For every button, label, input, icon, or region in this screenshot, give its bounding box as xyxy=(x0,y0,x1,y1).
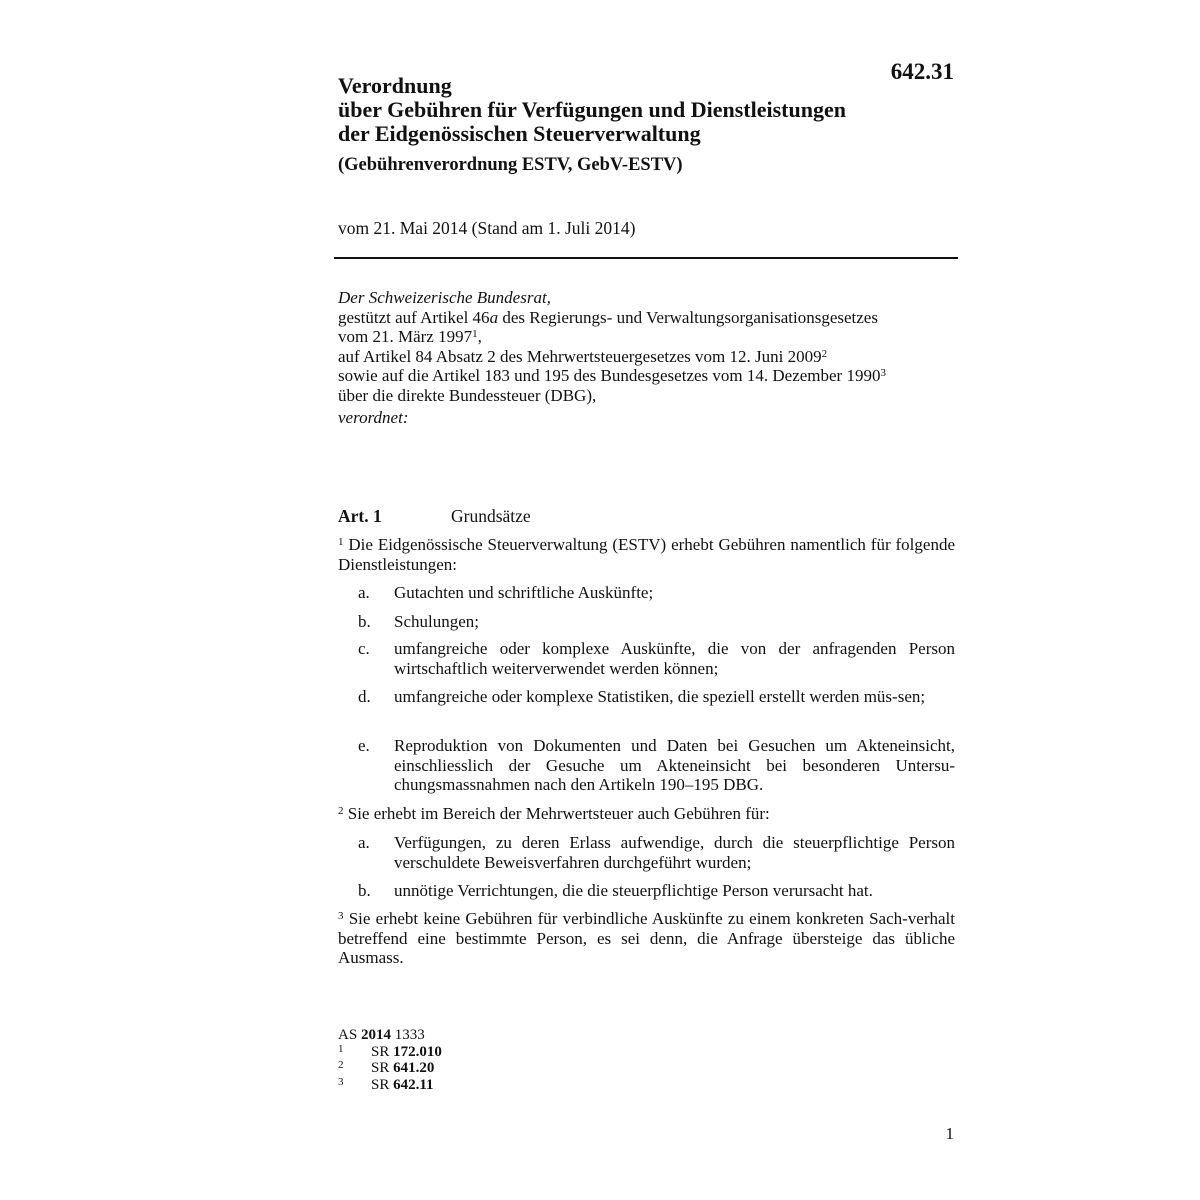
as-prefix: AS xyxy=(338,1027,361,1043)
list-letter: c. xyxy=(358,639,370,658)
header-divider xyxy=(334,257,958,259)
as-page: 1333 xyxy=(390,1027,425,1043)
footnote-item: 2 SR 641.20 xyxy=(338,1059,435,1076)
footnotes xyxy=(338,1027,442,1093)
paragraph-text: Sie erhebt im Bereich der Mehrwertsteuer auch Gebühren für: xyxy=(343,804,770,823)
paragraph-mark: 3 xyxy=(338,910,344,922)
list-text: umfangreiche oder komplexe Statistiken, die speziell erstellt werden müs-sen; xyxy=(394,687,926,706)
article-paragraph-3 xyxy=(338,909,955,968)
basis-text: , xyxy=(477,327,482,346)
preamble-basis-line-2 xyxy=(338,327,958,347)
article-paragraph-1 xyxy=(338,535,955,574)
footnote-prefix: SR xyxy=(371,1043,394,1060)
list-text: Schulungen; xyxy=(394,612,479,631)
paragraph-mark: 1 xyxy=(338,536,344,548)
basis-text: auf Artikel 84 Absatz 2 des Mehrwertsteuergesetzes vom 12. Juni 2009 xyxy=(338,346,822,366)
preamble-decree: verordnet: xyxy=(338,408,409,427)
list-letter: b. xyxy=(358,881,371,900)
paragraph-text: Die Eidgenössische Steuerverwaltung (ESTV) erhebt Gebühren namentlich für folgende Dienstleistungen: xyxy=(338,535,955,574)
list-text: Verfügungen, zu deren Erlass aufwendige, durch die steuerpflichtige Person verschuldete Beweisverfahren durchgeführt wurden; xyxy=(394,833,955,872)
footnote-item: 3 SR 642.11 xyxy=(338,1075,434,1093)
basis-text: vom 21. März 1997 xyxy=(338,327,473,346)
footnote-item: 1 SR 172.010 xyxy=(338,1042,442,1060)
footnote-sr-link[interactable]: 641.20 xyxy=(393,1060,435,1076)
footnote-ref-3[interactable]: 3 xyxy=(880,367,886,379)
footnote-ref-2[interactable]: 2 xyxy=(821,347,828,360)
footnote-sr-link[interactable]: 172.010 xyxy=(393,1043,442,1060)
short-title: (Gebührenverordnung ESTV, GebV-ESTV) xyxy=(338,155,683,175)
footnote-prefix: SR xyxy=(371,1076,394,1093)
list-text: umfangreiche oder komplexe Auskünfte, die von der anfragenden Person wirtschaftlich weiterverwendet werden können; xyxy=(394,639,955,678)
preamble-basis-line-1 xyxy=(338,308,958,328)
article-number: Art. 1 xyxy=(338,506,382,526)
basis-text: des Regierungs- und Verwaltungsorganisationsgesetzes xyxy=(498,307,878,327)
page-number: 1 xyxy=(945,1124,954,1143)
page-title xyxy=(338,74,938,146)
title-line-1: Verordnung xyxy=(338,73,452,98)
list-letter: a. xyxy=(358,583,370,602)
footnote-sr-link[interactable]: 642.11 xyxy=(393,1076,434,1093)
basis-text: sowie auf die Artikel 183 und 195 des Bundesgesetzes vom 14. Dezember 1990 xyxy=(338,366,881,385)
basis-text: gestützt auf Artikel 46 xyxy=(338,307,490,327)
article-heading xyxy=(338,506,531,526)
list-text: Reproduktion von Dokumenten und Daten bei Gesuchen um Akteneinsicht, einschliesslich der Gesuche um Akteneinsicht bei besonderen Untersu-chungsmassnahmen nach den Artikeln 190–195 DBG. xyxy=(394,736,955,794)
paragraph-text: Sie erhebt keine Gebühren für verbindliche Auskünfte zu einem konkreten Sach-verhalt betreffend eine bestimmte Person, es sei denn, die Anfrage übersteige das übliche Ausmass. xyxy=(338,909,955,967)
official-compilation-ref xyxy=(338,1027,442,1044)
article-title: Grundsätze xyxy=(451,506,531,526)
list-letter: a. xyxy=(358,833,370,852)
list-text: unnötige Verrichtungen, die die steuerpflichtige Person verursacht hat. xyxy=(394,881,873,900)
list-letter: e. xyxy=(358,736,370,755)
footnote-prefix: SR xyxy=(371,1060,394,1076)
preamble-authority: Der Schweizerische Bundesrat, xyxy=(338,288,551,307)
date-line: vom 21. Mai 2014 (Stand am 1. Juli 2014) xyxy=(338,218,636,238)
as-year: 2014 xyxy=(360,1027,391,1043)
list-letter: d. xyxy=(358,687,371,706)
title-line-2: über Gebühren für Verfügungen und Dienstleistungen xyxy=(338,97,846,122)
sr-number: 642.31 xyxy=(890,59,954,84)
preamble-basis-line-4 xyxy=(338,366,958,386)
title-line-3: der Eidgenössischen Steuerverwaltung xyxy=(338,121,701,146)
preamble xyxy=(338,288,958,428)
list-text: Gutachten und schriftliche Auskünfte; xyxy=(394,583,654,602)
preamble-basis-line-5: über die direkte Bundessteuer (DBG), xyxy=(338,385,597,405)
paragraph-mark: 2 xyxy=(338,805,344,817)
basis-letter: a xyxy=(489,307,499,327)
article-paragraph-2 xyxy=(338,804,955,824)
list-letter: b. xyxy=(358,612,371,631)
preamble-basis-line-3 xyxy=(338,347,958,367)
footnote-ref-1[interactable]: 1 xyxy=(472,328,478,340)
